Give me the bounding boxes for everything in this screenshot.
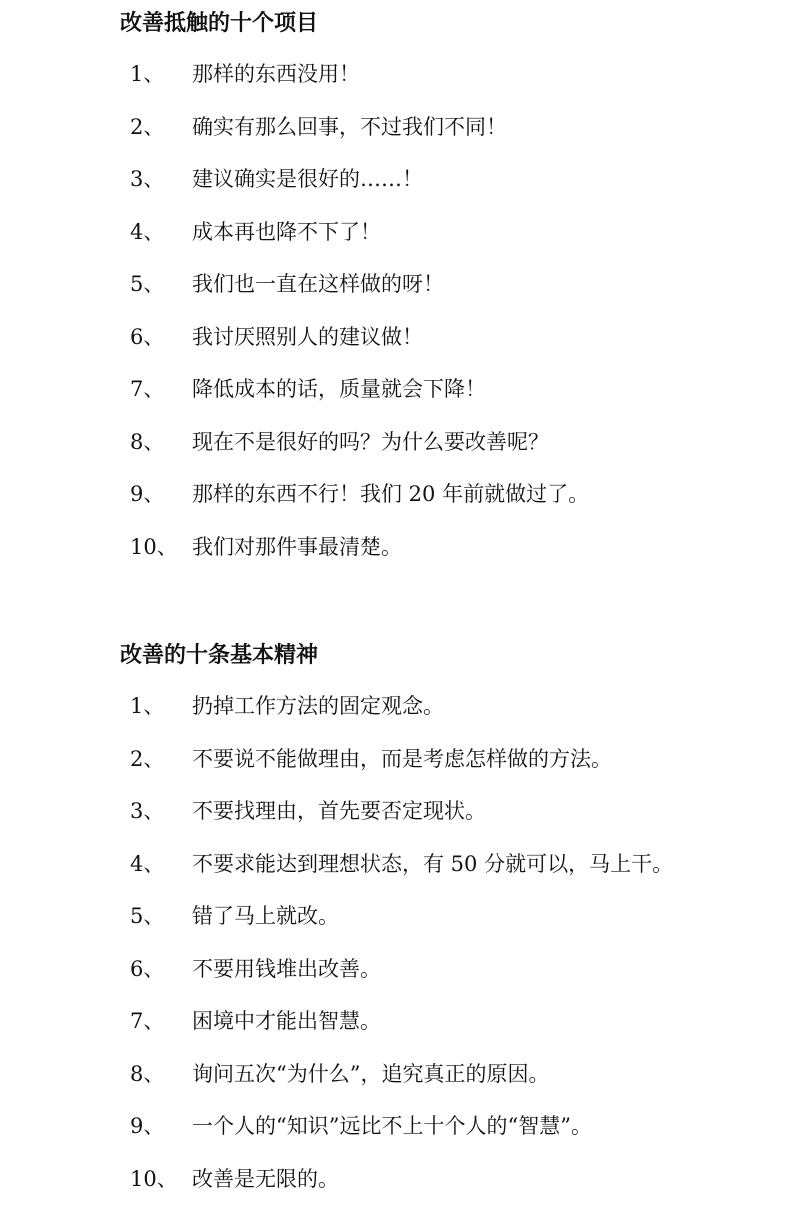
list-item	[0, 477, 800, 530]
list-item	[0, 110, 800, 163]
item-text: 现在不是很好的吗？为什么要改善呢？	[192, 425, 549, 459]
item-number: 9、	[130, 1109, 188, 1143]
item-number: 6、	[130, 320, 188, 354]
list-item	[0, 899, 800, 952]
list-item	[0, 57, 800, 110]
item-text: 我们对那件事最清楚。	[192, 530, 402, 564]
item-number: 8、	[130, 425, 188, 459]
item-number: 7、	[130, 1004, 188, 1038]
item-number: 2、	[130, 110, 188, 144]
list-item	[0, 425, 800, 478]
list-item	[0, 1109, 800, 1162]
list-item	[0, 162, 800, 215]
list-item	[0, 1057, 800, 1110]
item-text: 询问五次“为什么”，追究真正的原因。	[192, 1057, 549, 1091]
item-text: 扔掉工作方法的固定观念。	[192, 689, 444, 723]
list-item	[0, 372, 800, 425]
list-item	[0, 952, 800, 1005]
item-number: 4、	[130, 847, 188, 881]
spirit-list	[0, 689, 800, 1214]
list-item	[0, 689, 800, 742]
item-number: 7、	[130, 372, 188, 406]
item-text: 我们也一直在这样做的呀！	[192, 267, 444, 301]
section-heading: 改善抵触的十个项目	[120, 6, 318, 40]
list-item	[0, 267, 800, 320]
list-item	[0, 215, 800, 268]
item-text: 不要用钱堆出改善。	[192, 952, 381, 986]
item-text: 成本再也降不下了！	[192, 215, 381, 249]
list-item	[0, 794, 800, 847]
list-item	[0, 847, 800, 900]
section-heading: 改善的十条基本精神	[120, 638, 318, 672]
list-item	[0, 1162, 800, 1214]
item-text: 不要说不能做理由，而是考虑怎样做的方法。	[192, 742, 612, 776]
item-number: 9、	[130, 477, 188, 511]
item-text: 错了马上就改。	[192, 899, 339, 933]
item-number: 8、	[130, 1057, 188, 1091]
item-text: 一个人的“知识”远比不上十个人的“智慧”。	[192, 1109, 592, 1143]
list-item	[0, 1004, 800, 1057]
item-number: 5、	[130, 267, 188, 301]
item-number: 10、	[130, 530, 188, 564]
item-number: 1、	[130, 689, 188, 723]
item-text: 降低成本的话，质量就会下降！	[192, 372, 486, 406]
item-number: 5、	[130, 899, 188, 933]
item-text: 困境中才能出智慧。	[192, 1004, 381, 1038]
item-number: 3、	[130, 794, 188, 828]
item-number: 4、	[130, 215, 188, 249]
item-text: 那样的东西不行！我们 20 年前就做过了。	[192, 477, 589, 511]
item-text: 不要求能达到理想状态，有 50 分就可以，马上干。	[192, 847, 673, 881]
resistance-list	[0, 57, 800, 582]
item-number: 2、	[130, 742, 188, 776]
item-number: 3、	[130, 162, 188, 196]
item-number: 6、	[130, 952, 188, 986]
item-text: 改善是无限的。	[192, 1162, 339, 1196]
list-item	[0, 530, 800, 583]
item-text: 那样的东西没用！	[192, 57, 360, 91]
item-text: 我讨厌照别人的建议做！	[192, 320, 423, 354]
item-text: 确实有那么回事，不过我们不同！	[192, 110, 507, 144]
list-item	[0, 742, 800, 795]
list-item	[0, 320, 800, 373]
item-number: 1、	[130, 57, 188, 91]
item-text: 建议确实是很好的……！	[192, 162, 423, 196]
item-text: 不要找理由，首先要否定现状。	[192, 794, 486, 828]
item-number: 10、	[130, 1162, 188, 1196]
